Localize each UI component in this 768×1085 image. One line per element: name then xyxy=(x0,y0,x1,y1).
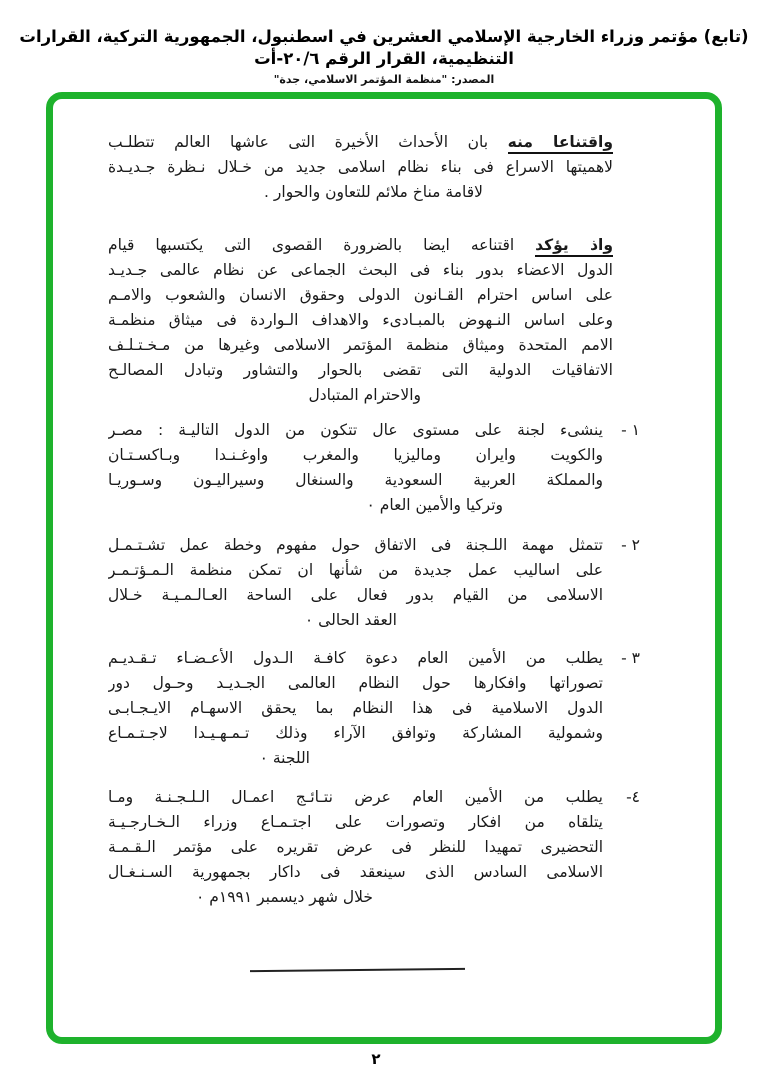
text-line: على اساليب عمل جديدة من شأنها ان تمكن منظمة الـمـؤتـمـر xyxy=(108,561,603,579)
document-source-line: المصدر: "منظمة المؤتمر الاسلامي، جدة" xyxy=(273,73,495,86)
numbered-item xyxy=(108,646,640,771)
item-text xyxy=(108,533,603,633)
text-line: والاحترام المتبادل xyxy=(308,386,421,404)
text-line: واذ يؤكد اقتناعه ايضا بالضرورة القصوى التى يكتسبها قيام xyxy=(108,233,613,258)
text-line: يتلقاه من افكار وتصورات على اجتـمـاع وزراء الـخـارجـيـة xyxy=(108,813,603,831)
text-line: التحضيرى تمهيدا للنظر فى عرض تقريره على مؤتمر الـقـمـة xyxy=(108,838,603,856)
text-line: الاتفاقيات الدولية التى تقضى بالحوار والتشاور وتبادل المصالـح xyxy=(108,361,613,379)
text-line: الامم المتحدة وميثاق منظمة المؤتمر الاسلامى وغيرها من مـخـتـلـف xyxy=(108,336,613,354)
green-border-frame xyxy=(46,92,722,1044)
item-number: ٤- xyxy=(626,788,640,806)
intro-paragraph xyxy=(108,130,640,205)
item-text xyxy=(108,646,603,771)
intro-paragraph xyxy=(108,233,640,408)
document-header-title: (تابع) مؤتمر وزراء الخارجية الإسلامي العشرين في اسطنبول، الجمهورية التركية، القرارات التنظيمية، القرار الرقم ٢٠/٦-أت xyxy=(19,27,749,68)
text-line: والكويت وايران وماليزيا والمغرب واوغـنـدا وبـاكسـتـان xyxy=(108,446,603,464)
document-body xyxy=(53,99,715,910)
numbered-item xyxy=(108,533,640,633)
text-line: واقتناعا منه بان الأحداث الأخيرة التى عاشها العالم تتطلـب xyxy=(108,130,613,155)
item-number: ٢ - xyxy=(621,536,640,554)
text-line: والمملكة العربية السعودية والسنغال وسيراليـون وسـوريـا xyxy=(108,471,603,489)
text-line: تتمثل مهمة اللـجنة فى الاتفاق حول مفهوم وخطة عمل تشـتـمـل xyxy=(108,536,603,554)
text-line: الاسلامى السادس الذى سينعقد فى داكار بجمهورية السـنـغـال xyxy=(108,863,603,881)
text-line: لاهميتها الاسراع فى بناء نظام اسلامى جديد من خـلال نـظرة جـديـدة xyxy=(108,158,613,176)
text-line: على اساس احترام القـانون الدولى وحقوق الانسان والشعوب والامـم xyxy=(108,286,613,304)
numbered-item xyxy=(108,785,640,910)
text-line: يطلب من الأمين العام عرض نتـائـج اعمـال الـلـجـنـة ومـا xyxy=(108,788,603,806)
text-line: لاقامة مناخ ملائم للتعاون والحوار . xyxy=(264,183,483,201)
page-number: ٢ xyxy=(371,1050,381,1068)
numbered-item xyxy=(108,418,640,518)
text-line: وتركيا والأمين العام ٠ xyxy=(366,496,503,514)
text-line: وشمولية المشاركة وتوافق الآراء وذلك تـمـهـيـدا لاجـتـمـاع xyxy=(108,724,603,742)
text-line: الدول الاعضاء بدور بناء فى البحث الجماعى عن نظام عالمى جـديـد xyxy=(108,261,613,279)
item-number: ٣ - xyxy=(621,649,640,667)
item-text xyxy=(108,785,603,910)
item-number: ١ - xyxy=(621,421,640,439)
item-text xyxy=(108,418,603,518)
text-line: الدول الاسلامية فى هذا النظام بما يحقق الاسهـام الايـجـابـى xyxy=(108,699,603,717)
signature-divider-line xyxy=(250,968,465,972)
text-line: الاسلامى من القيام بدور فعال على الساحة العـالـمـيـة خـلال xyxy=(108,586,603,604)
text-line: خلال شهر ديسمبر ١٩٩١م ٠ xyxy=(196,888,373,906)
text-line: العقد الحالى ٠ xyxy=(304,611,397,629)
text-line: يطلب من الأمين العام دعوة كافـة الـدول الأعـضـاء تـقـديـم xyxy=(108,649,603,667)
text-line: وعلى اساس النـهوض بالمبـادىء والاهداف الـواردة فى ميثاق منظمـة xyxy=(108,311,613,329)
underlined-lead-phrase: واذ يؤكد xyxy=(535,236,613,257)
text-line: ينشىء لجنة على مستوى عال تتكون من الدول التاليـة : مصـر xyxy=(108,421,603,439)
text-line: تصوراتها وافكارها حول النظام العالمى الجـديـد وحـول دور xyxy=(108,674,603,692)
underlined-lead-phrase: واقتناعا منه xyxy=(508,133,613,154)
text-line: اللجنة ٠ xyxy=(259,749,310,767)
